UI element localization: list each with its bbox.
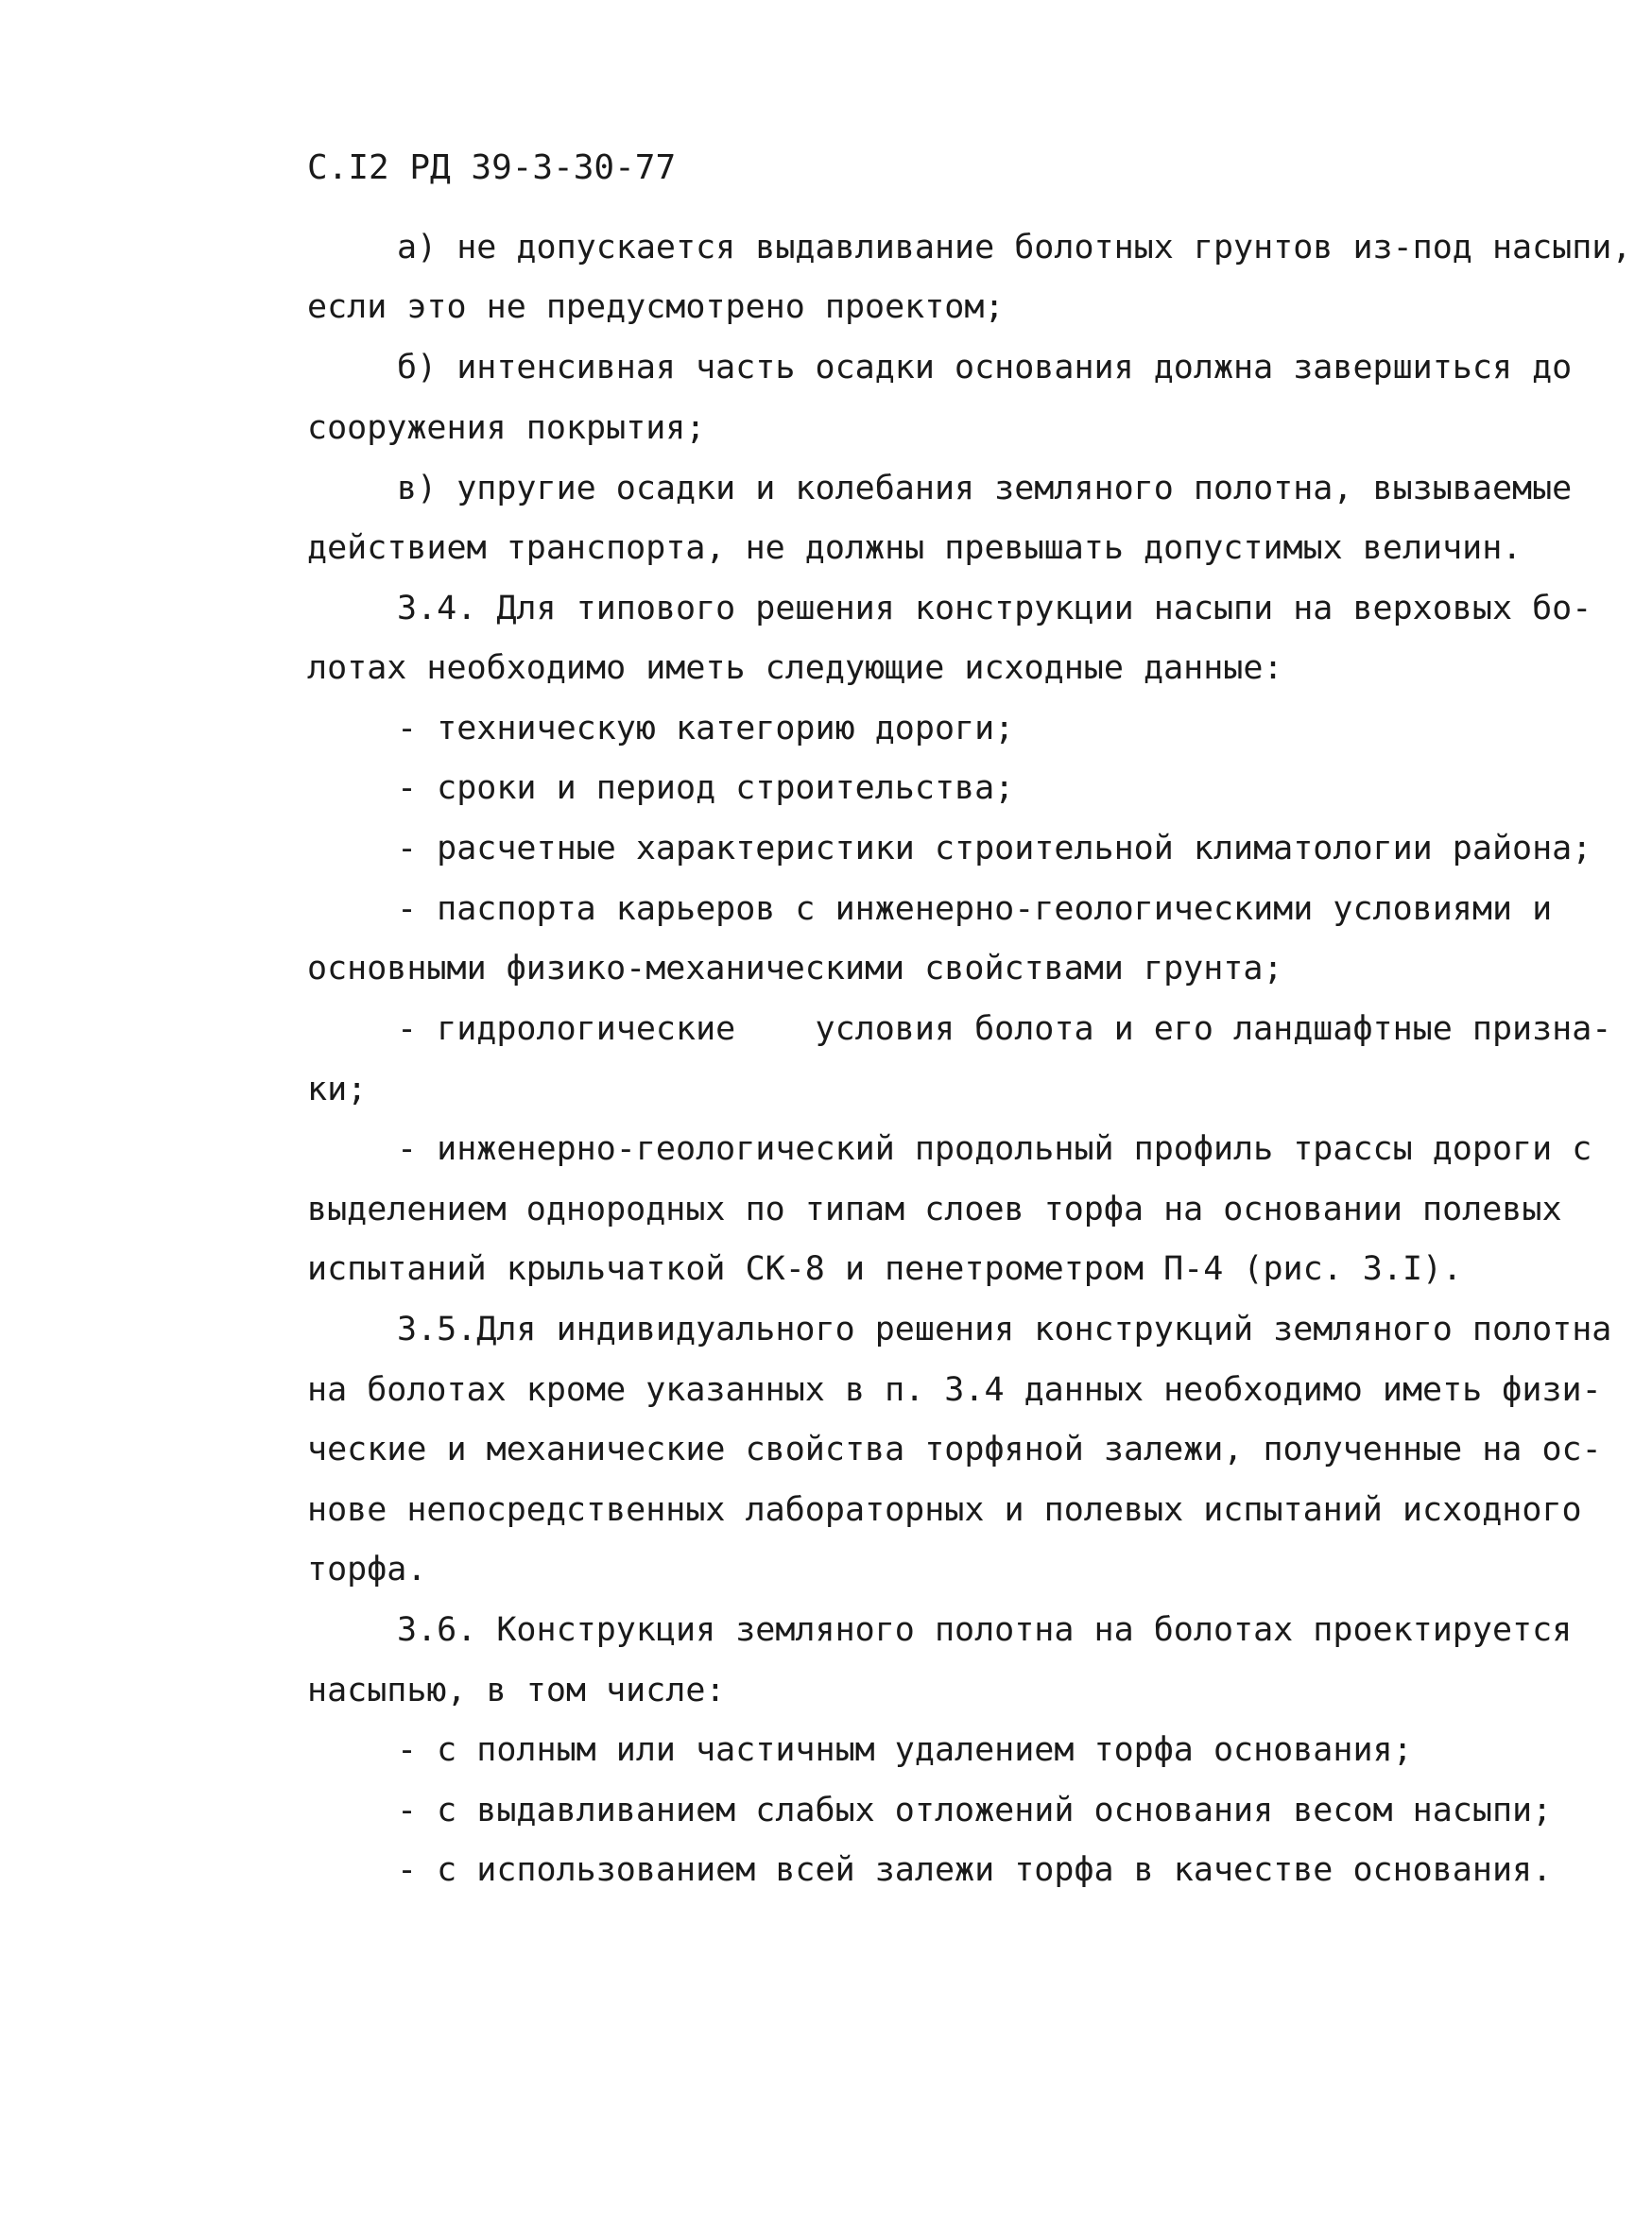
text-line: сооружения покрытия; (307, 409, 706, 447)
text-line: если это не предусмотрено проектом; (307, 288, 1005, 326)
text-line: - с выдавливанием слабых отложений основания весом насыпи; (397, 1792, 1553, 1829)
text-line: на болотах кроме указанных в п. 3.4 данных необходимо иметь физи- (307, 1371, 1602, 1409)
text-line: 3.4. Для типового решения конструкции насыпи на верховых бо- (397, 590, 1592, 627)
text-line: - гидрологические условия болота и его ландшафтные призна- (397, 1010, 1612, 1048)
text-line: б) интенсивная часть осадки основания должна завершиться до (397, 349, 1573, 386)
text-line: ческие и механические свойства торфяной залежи, полученные на ос- (307, 1431, 1602, 1468)
text-line: испытаний крыльчаткой СК-8 и пенетрометром П-4 (рис. 3.I). (307, 1250, 1463, 1288)
text-line: - паспорта карьеров с инженерно-геологическими условиями и (397, 890, 1553, 928)
text-line: - техническую категорию дороги; (397, 710, 1015, 747)
text-line: основными физико-механическими свойствами грунта; (307, 950, 1283, 987)
text-line: выделением однородных по типам слоев торфа на основании полевых (307, 1191, 1562, 1228)
text-line: лотах необходимо иметь следующие исходные данные: (307, 649, 1283, 687)
text-line: - инженерно-геологический продольный профиль трассы дороги с (397, 1130, 1592, 1168)
text-line: - с использованием всей залежи торфа в качестве основания. (397, 1851, 1553, 1889)
text-line: нове непосредственных лабораторных и полевых испытаний исходного (307, 1491, 1582, 1529)
text-line: 3.6. Конструкция земляного полотна на болотах проектируется (397, 1611, 1573, 1649)
page-header: С.I2 РД 39-3-30-77 (307, 148, 677, 187)
text-line: - расчетные характеристики строительной климатологии района; (397, 830, 1592, 867)
text-line: насыпью, в том числе: (307, 1672, 726, 1709)
text-line: действием транспорта, не должны превышать допустимых величин. (307, 529, 1523, 567)
text-line: в) упругие осадки и колебания земляного полотна, вызываемые (397, 470, 1573, 507)
text-line: ки; (307, 1071, 368, 1108)
text-line: - сроки и период строительства; (397, 769, 1015, 807)
text-line: а) не допускается выдавливание болотных грунтов из-под насыпи, (397, 229, 1632, 266)
text-line: - с полным или частичным удалением торфа основания; (397, 1731, 1413, 1769)
text-line: 3.5.Для индивидуального решения конструкций земляного полотна (397, 1311, 1612, 1348)
text-line: торфа. (307, 1551, 427, 1588)
